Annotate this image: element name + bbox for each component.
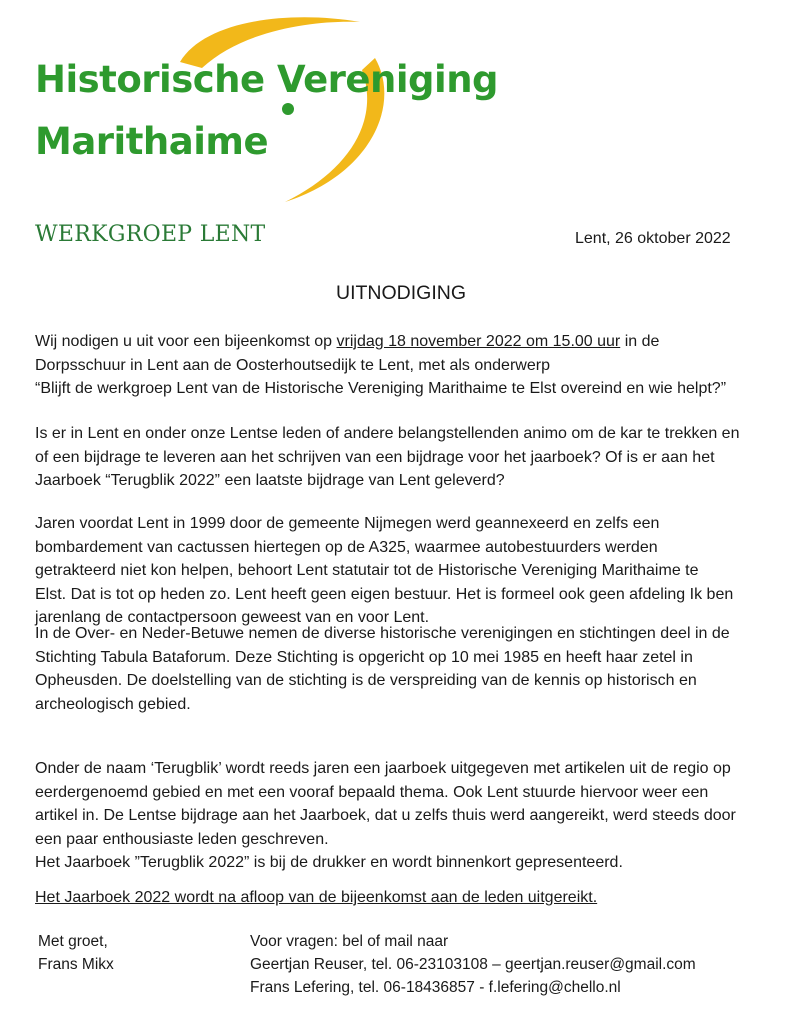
contact-block xyxy=(250,930,696,999)
logo-text-line2: Marithaime xyxy=(35,120,269,163)
paragraph-history xyxy=(35,512,780,630)
paragraph-line: bombardement van cactussen hiertegen op de A325, waarmee autobestuurders werden xyxy=(35,538,658,556)
signer-name: Frans Mikx xyxy=(38,956,114,973)
signoff xyxy=(38,930,114,976)
paragraph-line: Jaarboek “Terugblik 2022” een laatste bijdrage van Lent geleverd? xyxy=(35,472,505,489)
text-segment: Wij nodigen u uit voor een bijeenkomst op xyxy=(35,333,337,350)
paragraph-foundation xyxy=(35,622,780,716)
paragraph-line: Het Jaarboek ”Terugblik 2022” is bij de drukker en wordt binnenkort gepresenteerd. xyxy=(35,854,623,871)
logo xyxy=(30,10,499,210)
greeting: Met groet, xyxy=(38,933,108,950)
paragraph-question xyxy=(35,422,780,493)
paragraph-line: eerdergenoemd gebied en met een vooraf bepaald thema. Ook Lent stuurde hiervoor weer een xyxy=(35,783,709,801)
paragraph-line: Elst. Dat is tot op heden zo. Lent heeft geen eigen bestuur. Het is formeel ook geen afdeling Ik ben xyxy=(35,585,734,603)
paragraph-line: artikel in. De Lentse bijdrage aan het Jaarboek, dat u zelfs thuis werd aangereikt, werd steeds door xyxy=(35,807,736,824)
paragraph-yearbook xyxy=(35,757,780,875)
logo-text-line1: Historische Vereniging xyxy=(35,58,499,101)
paragraph-line: Opheusden. De doelstelling van de stichting is de verspreiding van de kennis op historisch en xyxy=(35,672,697,689)
contact-line: Frans Lefering, tel. 06-18436857 - f.lefering@chello.nl xyxy=(250,979,621,996)
contact-line: Geertjan Reuser, tel. 06-23103108 – geertjan.reuser@gmail.com xyxy=(250,956,696,973)
paragraph-line: “Blijft de werkgroep Lent van de Historische Vereniging Marithaime te Elst overeind en wie helpt?” xyxy=(35,380,727,397)
paragraph-line xyxy=(35,330,780,354)
paragraph-line: getrakteerd niet kon helpen, behoort Lent statutair tot de Historische Vereniging Marithaime te xyxy=(35,562,699,579)
paragraph-handout-notice xyxy=(35,886,780,910)
event-datetime: vrijdag 18 november 2022 om 15.00 uur xyxy=(336,333,621,350)
paragraph-line: Is er in Lent en onder onze Lentse leden of andere belangstellenden animo om de kar te trekken en xyxy=(35,425,740,442)
paragraph-line: Stichting Tabula Bataforum. Deze Stichting is opgericht op 10 mei 1985 en heeft haar zetel in xyxy=(35,648,693,666)
workgroup-heading: WERKGROEP LENT xyxy=(35,222,266,247)
letter-date: Lent, 26 oktober 2022 xyxy=(575,230,731,247)
logo-swoosh-icon xyxy=(30,10,400,210)
paragraph-line: Het Jaarboek 2022 wordt na afloop van de bijeenkomst aan de leden uitgereikt. xyxy=(35,889,598,906)
letter-title: UITNODIGING xyxy=(336,282,466,304)
paragraph-invitation xyxy=(35,330,780,401)
paragraph-line: jarenlang de contactpersoon geweest van en voor Lent. xyxy=(35,609,430,626)
contact-intro: Voor vragen: bel of mail naar xyxy=(250,933,449,950)
paragraph-line: een paar enthousiaste leden geschreven. xyxy=(35,830,329,848)
paragraph-line: Onder de naam ‘Terugblik’ wordt reeds jaren een jaarboek uitgegeven met artikelen uit de regio op xyxy=(35,760,731,777)
paragraph-line: archeologisch gebied. xyxy=(35,695,191,713)
text-segment: in de xyxy=(620,333,660,350)
paragraph-line: of een bijdrage te leveren aan het schrijven van een bijdrage voor het jaarboek? Of is er aan het xyxy=(35,448,715,466)
paragraph-line: Dorpsschuur in Lent aan de Oosterhoutsedijk te Lent, met als onderwerp xyxy=(35,356,550,374)
paragraph-line: Jaren voordat Lent in 1999 door de gemeente Nijmegen werd geannexeerd en zelfs een xyxy=(35,515,660,532)
paragraph-line: In de Over- en Neder-Betuwe nemen de diverse historische verenigingen en stichtingen deel in de xyxy=(35,625,730,642)
